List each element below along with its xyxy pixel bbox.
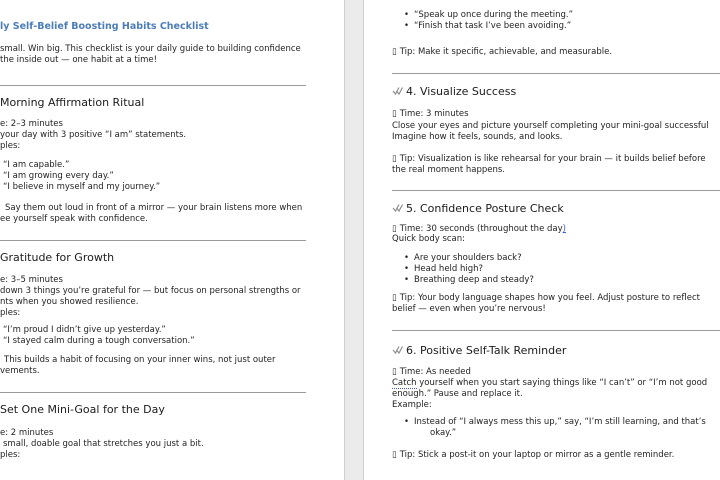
tip-line: Tip: Stick a post-it on your laptop or mirror as a gentle reminder. bbox=[399, 450, 675, 460]
text-line: enough.” Pause and replace it. bbox=[392, 389, 523, 399]
page-right[interactable] bbox=[363, 0, 720, 480]
section-meta bbox=[0, 428, 306, 461]
document-title: ly Self-Belief Boosting Habits Checklist bbox=[0, 21, 209, 32]
missing-glyph-box-icon: ▯ bbox=[392, 293, 397, 303]
time-line bbox=[392, 109, 469, 120]
bullet-list bbox=[392, 10, 573, 32]
bullet-row bbox=[404, 275, 534, 286]
text-line: Imagine how it feels, sounds, and looks. bbox=[392, 132, 563, 142]
bullet-row bbox=[404, 264, 534, 275]
missing-glyph-box-icon: ▯ bbox=[392, 109, 397, 119]
paragraph bbox=[392, 378, 707, 411]
tip-line: belief — even when you’re nervous! bbox=[392, 304, 546, 314]
tip-line: Say them out loud in front of a mirror — your brain listens more when bbox=[5, 203, 303, 213]
double-check-icon bbox=[392, 345, 404, 355]
text-line: nts when you showed resilience. bbox=[0, 297, 139, 307]
section-heading: Set One Mini-Goal for the Day bbox=[0, 404, 165, 415]
bullet-row bbox=[404, 21, 573, 32]
tip-paragraph bbox=[392, 47, 612, 58]
paragraph bbox=[392, 234, 465, 245]
tip-line: ee yourself speak with confidence. bbox=[0, 214, 148, 224]
tip-line: the real moment happens. bbox=[392, 165, 506, 175]
bullet-marker-icon: • bbox=[404, 275, 410, 285]
text-line: ples: bbox=[0, 450, 21, 460]
text-line: ples: bbox=[0, 141, 21, 151]
text-line: e: 3–5 minutes bbox=[0, 275, 63, 285]
tip-line: vements. bbox=[0, 366, 40, 376]
text-line: e: 2–3 minutes bbox=[0, 119, 63, 129]
bullet-item: “I believe in myself and my journey.” bbox=[3, 182, 161, 192]
tip-line: Tip: Visualization is like rehearsal for your brain — it builds belief before bbox=[399, 154, 706, 164]
text-line: down 3 things you’re grateful for — but focus on personal strengths or bbox=[0, 286, 301, 296]
bullet-row bbox=[404, 417, 706, 439]
bullet-marker-icon: • bbox=[404, 417, 410, 427]
section-heading-text: 5. Confidence Posture Check bbox=[406, 202, 564, 215]
page-left[interactable] bbox=[0, 0, 345, 480]
missing-glyph-box-icon: ▯ bbox=[392, 367, 397, 377]
bullet-list bbox=[392, 417, 706, 439]
bullet-row bbox=[404, 10, 573, 21]
tip-line: Tip: Make it specific, achievable, and measurable. bbox=[399, 47, 613, 57]
time-text: Time: 3 minutes bbox=[399, 109, 469, 119]
bullet-marker-icon: • bbox=[404, 264, 410, 274]
tip-paragraph bbox=[392, 154, 706, 176]
bullet-item: Breathing deep and steady? bbox=[414, 275, 534, 285]
text-line: yourself when you start saying things like “I can’t” or “I’m not good bbox=[416, 378, 708, 388]
text-line: Example: bbox=[392, 400, 432, 410]
text-line: Close your eyes and picture yourself completing your mini-goal successful bbox=[392, 121, 709, 131]
section-heading-text: 6. Positive Self-Talk Reminder bbox=[406, 344, 567, 357]
bullet-item: “I stayed calm during a tough conversation.” bbox=[3, 336, 195, 346]
link-fragment[interactable]: ) bbox=[562, 224, 566, 234]
section-heading: Gratitude for Growth bbox=[0, 252, 115, 263]
paragraph bbox=[392, 121, 709, 143]
text-line: e: 2 minutes bbox=[0, 428, 54, 438]
bullet-list bbox=[0, 160, 306, 193]
bullet-line: Instead of “I always mess this up,” say, “I’m still learning, and that’s bbox=[414, 417, 706, 427]
section-heading bbox=[392, 86, 516, 97]
text-line: Quick body scan: bbox=[392, 234, 466, 244]
missing-glyph-box-icon: ▯ bbox=[392, 224, 397, 234]
tip-line: Tip: Your body language shapes how you feel. Adjust posture to reflect bbox=[399, 293, 700, 303]
intro-line: the inside out — one habit at a time! bbox=[0, 55, 158, 65]
bullet-item: Head held high? bbox=[414, 264, 484, 274]
missing-glyph-box-icon: ▯ bbox=[392, 154, 397, 164]
bullet-marker-icon: • bbox=[404, 10, 410, 20]
bullet-list bbox=[0, 325, 306, 347]
horizontal-rule bbox=[0, 392, 306, 393]
horizontal-rule bbox=[0, 240, 306, 241]
bullet-marker-icon: • bbox=[404, 21, 410, 31]
text-line: small, doable goal that stretches you just a bit. bbox=[3, 439, 204, 449]
tip-line: This builds a habit of focusing on your inner wins, not just outer bbox=[4, 355, 276, 365]
time-text: Time: As needed bbox=[399, 367, 471, 377]
tip-paragraph bbox=[0, 203, 306, 225]
tip-paragraph bbox=[392, 450, 674, 461]
bullet-item: Are your shoulders back? bbox=[414, 253, 522, 263]
time-text: Time: 30 seconds (throughout the day bbox=[399, 224, 563, 234]
missing-glyph-box-icon: ▯ bbox=[392, 47, 397, 57]
text-line: your day with 3 positive “I am” statements. bbox=[0, 130, 187, 140]
text-line: ples: bbox=[0, 308, 21, 318]
missing-glyph-box-icon: ▯ bbox=[392, 450, 397, 460]
bullet-marker-icon: • bbox=[404, 253, 410, 263]
section-heading bbox=[392, 345, 566, 356]
intro-line: small. Win big. This checklist is your daily guide to building confidence bbox=[0, 44, 301, 54]
section-heading-text: 4. Visualize Success bbox=[406, 85, 517, 98]
horizontal-rule bbox=[392, 73, 720, 74]
spellcheck-flagged-word[interactable]: Catch bbox=[392, 378, 417, 388]
section-heading: Morning Affirmation Ritual bbox=[0, 97, 145, 108]
section-meta bbox=[0, 119, 306, 152]
section-heading bbox=[392, 203, 564, 214]
tip-paragraph bbox=[0, 355, 306, 377]
bullet-item bbox=[414, 417, 706, 439]
tip-paragraph bbox=[392, 293, 700, 315]
bullet-item: “I’m proud I didn’t give up yesterday.” bbox=[3, 325, 166, 335]
intro-paragraph bbox=[0, 44, 306, 66]
horizontal-rule bbox=[392, 330, 720, 331]
bullet-item: “I am capable.” bbox=[3, 160, 70, 170]
double-check-icon bbox=[392, 86, 404, 96]
horizontal-rule bbox=[0, 85, 306, 86]
bullet-row bbox=[404, 253, 534, 264]
bullet-item: “I am growing every day.” bbox=[3, 171, 114, 181]
horizontal-rule bbox=[392, 190, 720, 191]
time-line bbox=[392, 367, 471, 378]
bullet-list bbox=[392, 253, 534, 286]
bullet-item: “Finish that task I’ve been avoiding.” bbox=[414, 21, 572, 31]
double-check-icon bbox=[392, 203, 404, 213]
bullet-line: okay.” bbox=[430, 428, 457, 438]
section-meta bbox=[0, 275, 306, 319]
bullet-item: “Speak up once during the meeting.” bbox=[414, 10, 574, 20]
